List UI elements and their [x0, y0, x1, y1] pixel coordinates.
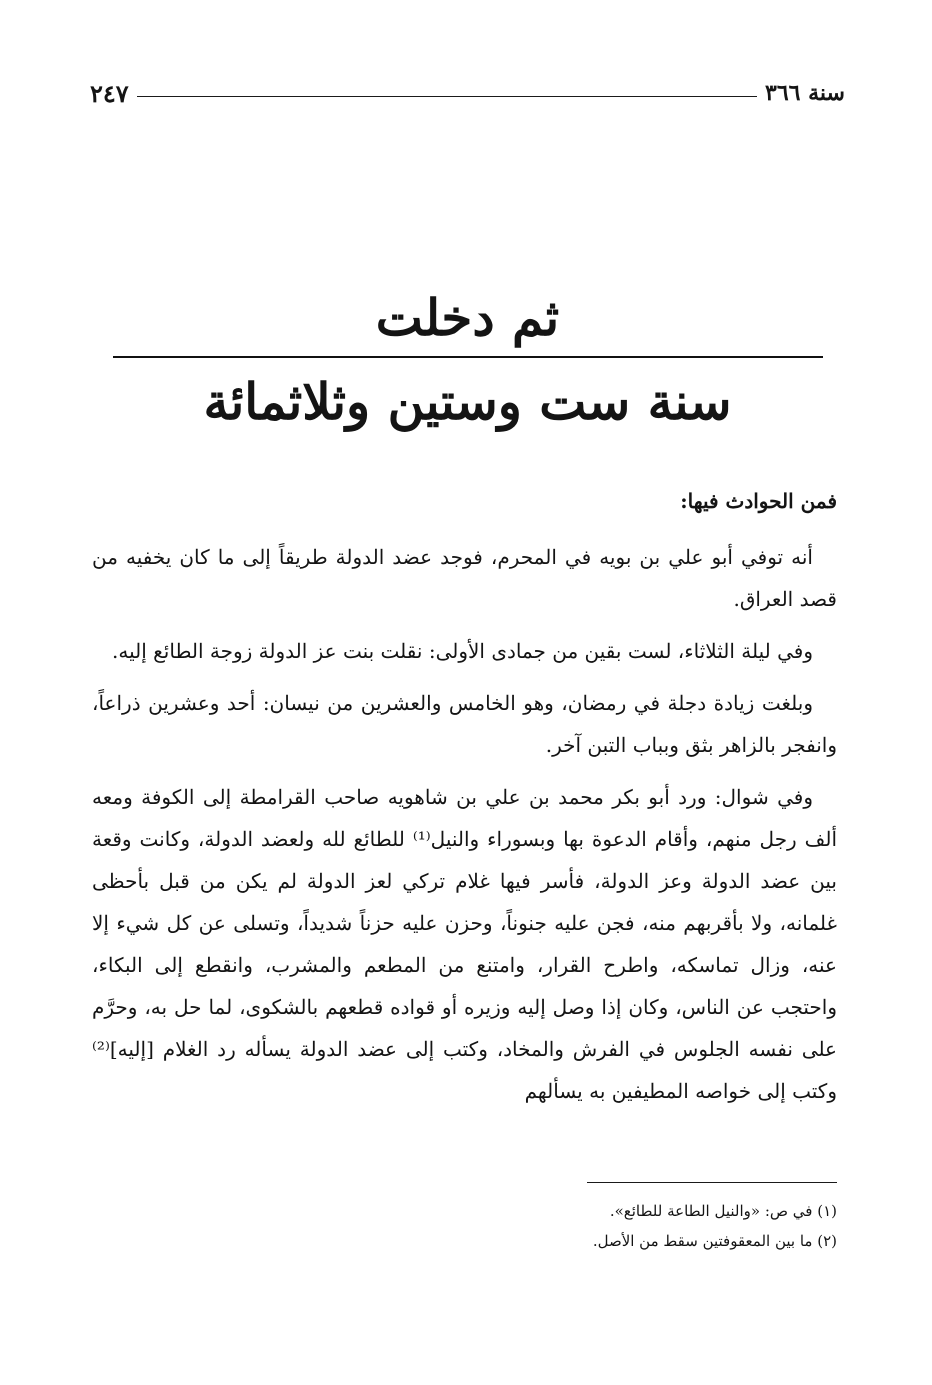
chapter-rule: [113, 356, 823, 358]
chapter-heading-line2: سنة ست وستين وثلاثمائة: [203, 372, 732, 431]
paragraph: أنه توفي أبو علي بن بويه في المحرم، فوجد عضد الدولة طريقاً إلى ما كان يخفيه من قصد العراق.: [92, 545, 837, 611]
footnotes: [92, 1196, 837, 1256]
chapter-heading-line1: ثم دخلت: [375, 288, 560, 347]
paragraph: وفي شوال: ورد أبو بكر محمد بن علي بن شاهويه صاحب القرامطة إلى الكوفة ومعه ألف رجل منهم، وأقام الدعوة بها وبسوراء والنيل⁽¹⁾ للطائع لله ولعضد الدولة، وكانت وقعة بين عضد الدولة وعز الدولة، فأسر فيها غلام تركي لعز الدولة لم يكن من قبل بأحظى غلمانه، ولا بأقربهم منه، فجن عليه جنوناً، وحزن عليه حزناً شديداً، وتسلى عن كل شيء إلا عنه، وزال تماسكه، واطرح القرار، وامتنع من المطعم والمشرب، وانقطع إلى البكاء، واحتجب عن الناس، وكان إذا وصل إليه وزيره أو قواده قطعهم بالشكوى، لما حل به، وحرَّم على نفسه الجلوس في الفرش والمخاد، وكتب إلى عضد الدولة يسأله رد الغلام [إليه]⁽²⁾ وكتب إلى خواصه المطيفين به يسألهم: [92, 785, 837, 1103]
footnote-rule: [587, 1182, 837, 1183]
running-header: [90, 76, 845, 110]
chapter-heading: [90, 282, 845, 442]
running-title: سنة ٣٦٦: [765, 80, 845, 106]
header-rule: [137, 96, 757, 97]
footnote: (٢) ما بين المعقوفتين سقط من الأصل.: [592, 1232, 837, 1250]
footnote: (١) في ص: «والنيل الطاعة للطائع».: [609, 1202, 837, 1220]
paragraph: وفي ليلة الثلاثاء، لست بقين من جمادى الأولى: نقلت بنت عز الدولة زوجة الطائع إليه.: [112, 639, 813, 663]
body-text: [92, 480, 837, 1122]
section-lead: فمن الحوادث فيها:: [680, 489, 837, 513]
page-number: ٢٤٧: [90, 78, 129, 108]
paragraph: وبلغت زيادة دجلة في رمضان، وهو الخامس والعشرين من نيسان: أحد وعشرين ذراعاً، وانفجر بالزاهر بثق وبباب التبن آخر.: [92, 691, 837, 757]
